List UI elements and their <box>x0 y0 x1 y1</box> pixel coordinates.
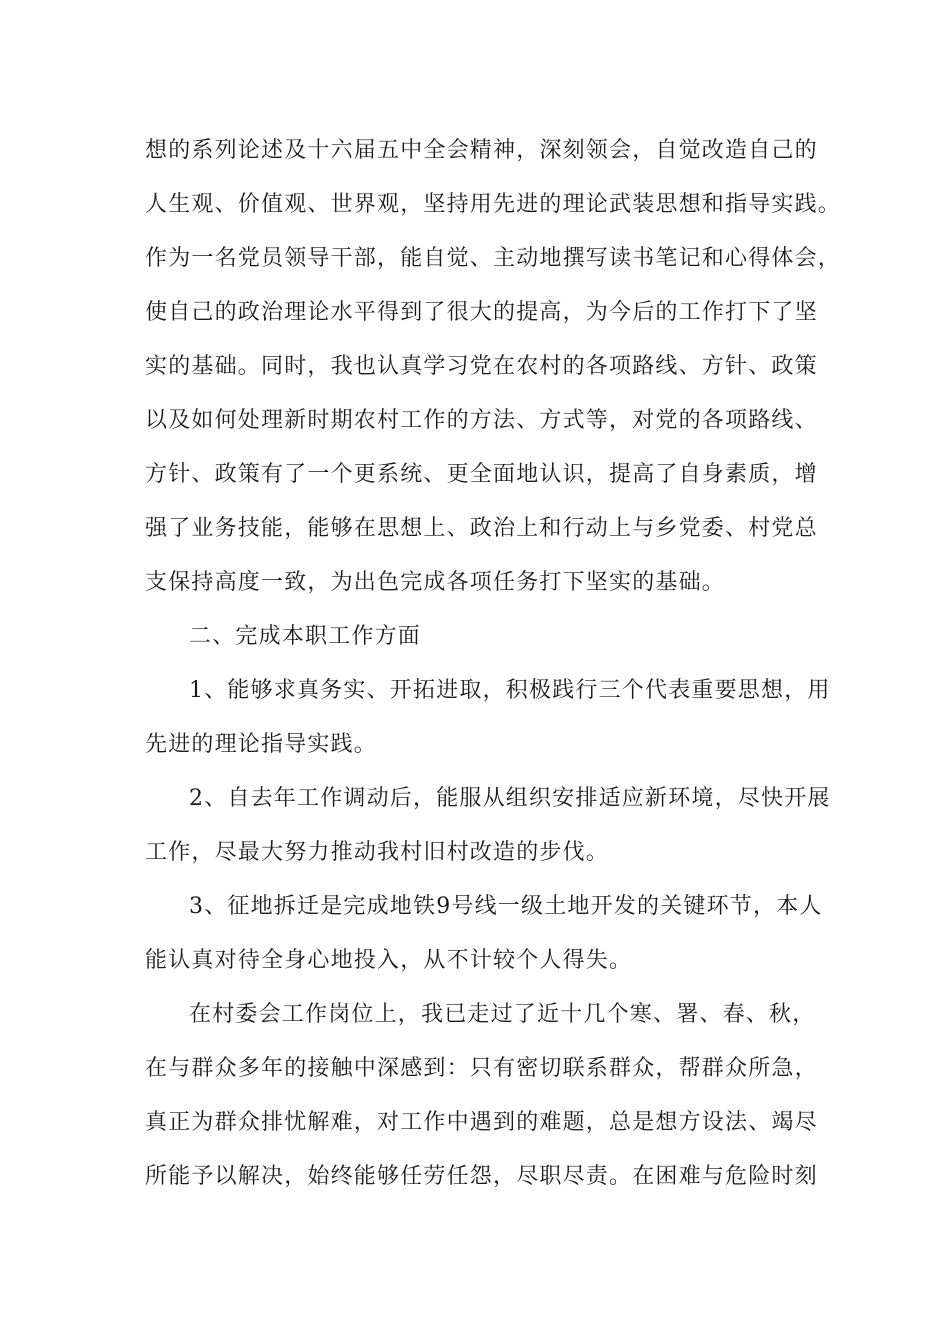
body-text-line: 真正为群众排忧解难，对工作中遇到的难题，总是想方设法、竭尽 <box>145 1110 818 1135</box>
body-text-line: 在村委会工作岗位上，我已走过了近十几个寒、署、春、秋， <box>189 1002 816 1027</box>
body-text-line: 使自己的政治理论水平得到了很大的提高，为今后的工作打下了坚 <box>145 300 818 325</box>
body-text-line: 人生观、价值观、世界观，坚持用先进的理论武装思想和指导实践。 <box>145 192 842 217</box>
body-text-line: 实的基础。同时，我也认真学习党在农村的各项路线、方针、政策 <box>145 354 818 379</box>
body-text-line: 支保持高度一致，为出色完成各项任务打下坚实的基础。 <box>145 570 726 595</box>
body-text-line: 方针、政策有了一个更系统、更全面地认识，提高了自身素质，增 <box>145 462 818 487</box>
list-item-text: 3、征地拆迁是完成地铁9号线一级土地开发的关键环节，本人 <box>189 894 823 919</box>
list-item-text: 先进的理论指导实践。 <box>145 732 378 757</box>
list-item-text: 工作，尽最大努力推动我村旧村改造的步伐。 <box>145 840 610 865</box>
body-text-line: 以及如何处理新时期农村工作的方法、方式等，对党的各项路线、 <box>145 408 818 433</box>
list-item-text: 能认真对待全身心地投入，从不计较个人得失。 <box>145 948 633 973</box>
body-text-line: 强了业务技能，能够在思想上、政治上和行动上与乡党委、村党总 <box>145 516 818 541</box>
body-text-line: 在与群众多年的接触中深感到：只有密切联系群众，帮群众所急， <box>145 1056 818 1081</box>
body-text-line: 作为一名党员领导干部，能自觉、主动地撰写读书笔记和心得体会， <box>145 246 842 271</box>
section-heading: 二、完成本职工作方面 <box>189 624 422 649</box>
list-item-text: 2、自去年工作调动后，能服从组织安排适应新环境，尽快开展 <box>189 786 831 811</box>
body-text-line: 想的系列论述及十六届五中全会精神，深刻领会，自觉改造自己的 <box>145 138 818 163</box>
list-item-text: 1、能够求真务实、开拓进取，积极践行三个代表重要思想，用 <box>189 678 831 703</box>
body-text-line: 所能予以解决，始终能够任劳任怨，尽职尽责。在困难与危险时刻 <box>145 1164 818 1189</box>
